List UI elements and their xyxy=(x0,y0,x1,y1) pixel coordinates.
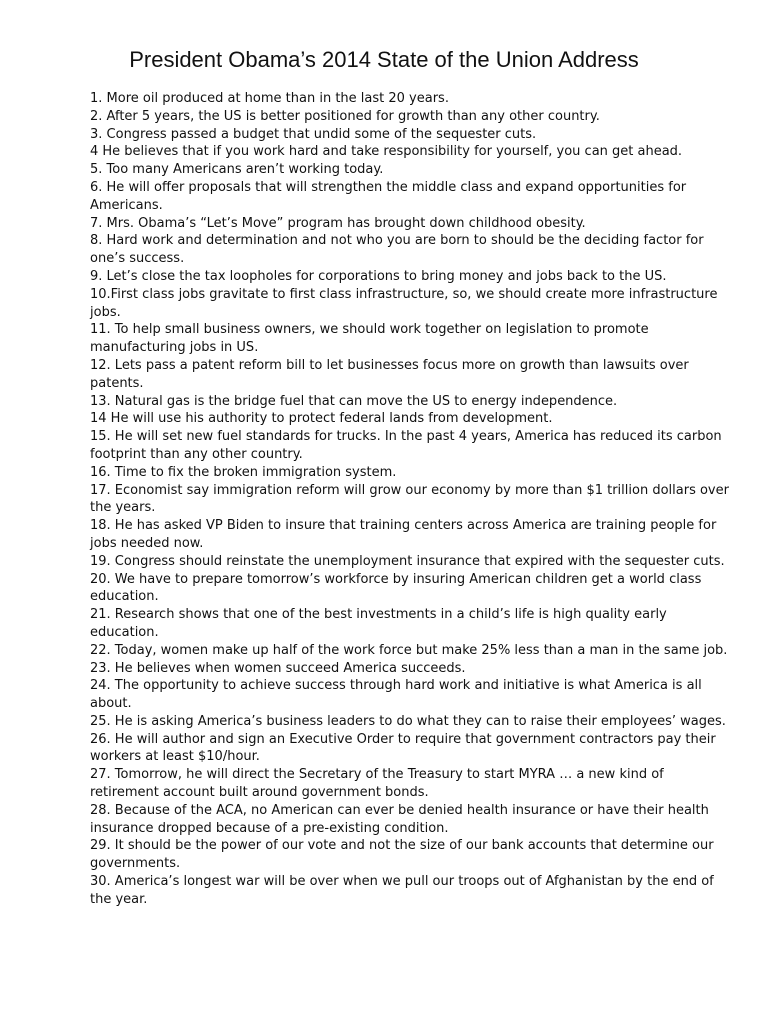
list-item: 19. Congress should reinstate the unemployment insurance that expired with the sequester cuts. xyxy=(90,553,725,569)
list-item: 25. He is asking America’s business leaders to do what they can to raise their employees’ wages. xyxy=(90,713,726,729)
list-item: 8. Hard work and determination and not who you are born to should be the deciding factor for one’s success. xyxy=(90,233,704,267)
list-item: 7. Mrs. Obama’s “Let’s Move” program has brought down childhood obesity. xyxy=(90,215,586,231)
list-item: 12. Lets pass a patent reform bill to let businesses focus more on growth than lawsuits over patents. xyxy=(90,357,689,391)
list-item: 16. Time to fix the broken immigration system. xyxy=(90,464,397,480)
list-item: 27. Tomorrow, he will direct the Secretary of the Treasury to start MYRA … a new kind of retirement account built around government bonds. xyxy=(90,767,664,801)
list-item: 29. It should be the power of our vote and not the size of our bank accounts that determine our governments. xyxy=(90,838,714,872)
page-title: President Obama’s 2014 State of the Union Address xyxy=(129,47,639,72)
list-item: 21. Research shows that one of the best investments in a child’s life is high quality early education. xyxy=(90,607,667,640)
list-item: 14 He will use his authority to protect federal lands from development. xyxy=(90,411,553,427)
list-item: 15. He will set new fuel standards for trucks. In the past 4 years, America has reduced its carbon footprint than any other country. xyxy=(90,429,722,462)
list-item: 10.First class jobs gravitate to first class infrastructure, so, we should create more infrastructure jobs. xyxy=(90,286,718,320)
list-item: 22. Today, women make up half of the work force but make 25% less than a man in the same job. xyxy=(90,642,728,658)
list-item: 28. Because of the ACA, no American can ever be denied health insurance or have their health insurance dropped because of a pre-existing condition. xyxy=(90,802,709,836)
list-item: 5. Too many Americans aren’t working today. xyxy=(90,162,384,178)
list-item: 17. Economist say immigration reform will grow our economy by more than $1 trillion dollars over the years. xyxy=(90,482,729,516)
list-item: 6. He will offer proposals that will strengthen the middle class and expand opportunities for Americans. xyxy=(90,179,687,213)
list-item: 23. He believes when women succeed America succeeds. xyxy=(90,660,466,676)
numbered-list xyxy=(90,90,730,909)
list-item: 4 He believes that if you work hard and take responsibility for yourself, you can get ahead. xyxy=(90,144,683,160)
list-item: 1. More oil produced at home than in the last 20 years. xyxy=(90,91,449,106)
list-item: 18. He has asked VP Biden to insure that training centers across America are training people for jobs needed now. xyxy=(90,518,717,551)
list-item: 26. He will author and sign an Executive Order to require that government contractors pay their workers at least $10/hour. xyxy=(90,731,716,765)
list-item: 20. We have to prepare tomorrow’s workforce by insuring American children get a world class education. xyxy=(90,571,702,605)
list-item: 3. Congress passed a budget that undid some of the sequester cuts. xyxy=(90,126,537,142)
list-item: 30. America’s longest war will be over when we pull our troops out of Afghanistan by the end of the year. xyxy=(90,874,714,907)
list-item: 24. The opportunity to achieve success through hard work and initiative is what America is all about. xyxy=(90,678,702,712)
list-item: 13. Natural gas is the bridge fuel that can move the US to energy independence. xyxy=(90,393,618,409)
list-item: 9. Let’s close the tax loopholes for corporations to bring money and jobs back to the US. xyxy=(90,268,667,284)
list-item: 2. After 5 years, the US is better positioned for growth than any other country. xyxy=(90,108,600,124)
list-item: 11. To help small business owners, we should work together on legislation to promote manufacturing jobs in US. xyxy=(90,322,649,356)
